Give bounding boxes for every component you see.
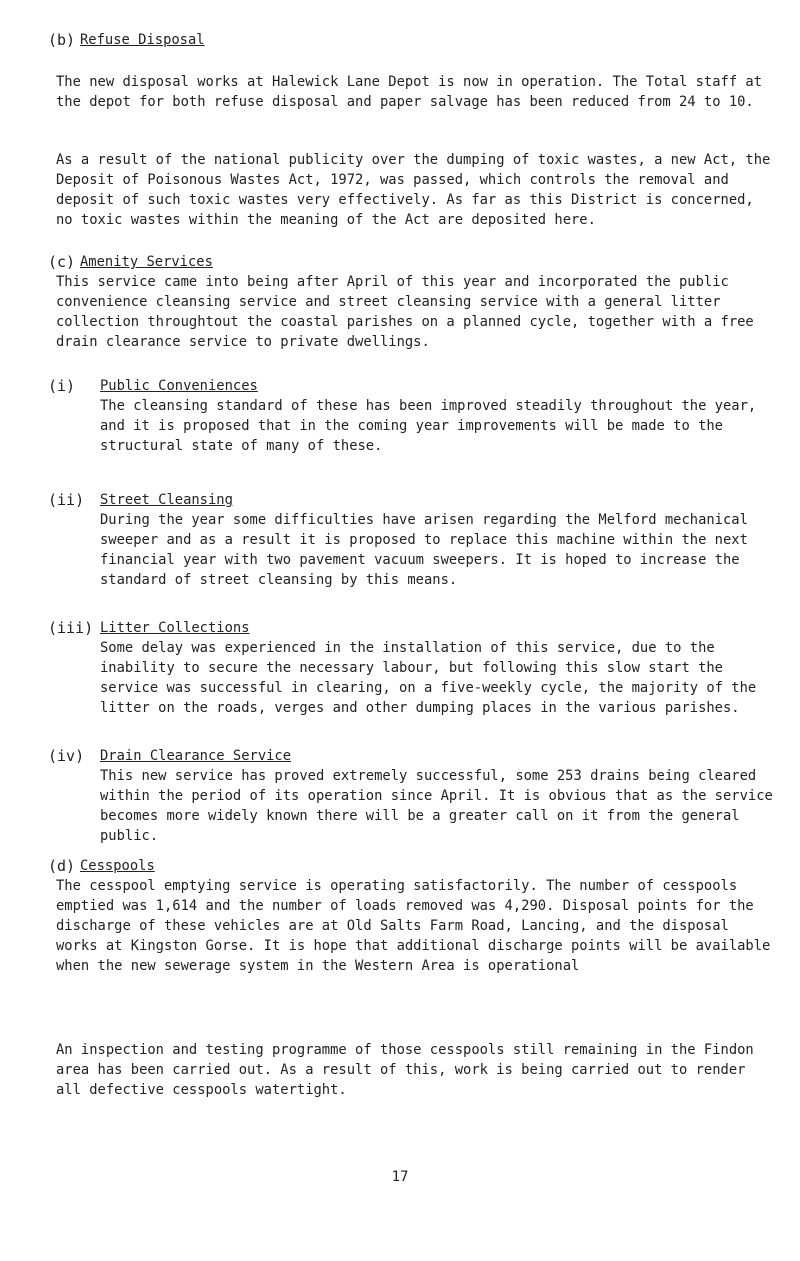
section-c-paragraph: This service came into being after April of this year and incorporated the public convenience cleansing service and street cleansing service with a general litter collection throughtout the coastal parishes on a planned cycle, together with a free drain clearance service to private dwellings. [56,274,754,350]
subsection-iv-paragraph: This new service has proved extremely successful, some 253 drains being cleared within the period of its operation since April. It is obvious that as the service becomes more widely known there will be a greater call on it from the general public. [100,768,773,844]
section-b-paragraph-2: As a result of the national publicity over the dumping of toxic wastes, a new Act, the Deposit of Poisonous Wastes Act, 1972, was passed, which controls the removal and deposit of such toxic wastes very effectively. As far as this District is concerned, no toxic wastes within the meaning of the Act are deposited here. [56,152,771,228]
section-d-paragraph-1: The cesspool emptying service is operating satisfactorily. The number of cesspools emptied was 1,614 and the number of loads removed was 4,290. Disposal points for the discharge of these vehicles are at Old Salts Farm Road, Lancing, and the disposal works at Kingston Gorse. It is hope that additional discharge points will be available when the new sewerage system in the Western Area is operational [56,878,771,974]
section-d-para-2-wrap [56,1040,776,1100]
section-b-marker: (b) [48,31,76,49]
section-c-marker: (c) [48,253,76,271]
subsection-iii-paragraph: Some delay was experienced in the installation of this service, due to the inability to secure the necessary labour, but following this slow start the service was successful in clearing, on a five-weekly cycle, the majority of the litter on the roads, verges and other dumping places in the various parishes. [100,640,757,716]
section-b-heading-wrap [80,30,800,50]
subsection-iv-heading: Drain Clearance Service [100,748,292,764]
subsection-ii-marker: (ii) [48,491,85,509]
subsection-iv-wrap [100,746,780,846]
section-c-para-wrap [56,272,776,352]
subsection-i-heading: Public Conveniences [100,378,258,394]
section-b-heading: Refuse Disposal [80,32,205,48]
section-b-paragraph-1: The new disposal works at Halewick Lane Depot is now in operation. The Total staff at the depot for both refuse disposal and paper salvage has been reduced from 24 to 10. [56,74,763,110]
page-number: 17 [391,1169,409,1185]
section-c-heading: Amenity Services [80,254,213,270]
subsection-iv-marker: (iv) [48,747,85,765]
section-d-para-1-wrap [56,876,776,976]
subsection-ii-wrap [100,490,780,590]
section-b-para-1-wrap [56,72,776,112]
section-d-marker: (d) [48,857,76,875]
subsection-ii-paragraph: During the year some difficulties have arisen regarding the Melford mechanical sweeper and as a result it is proposed to replace this machine within the next financial year with two pavement vacuum sweepers. It is hoped to increase the standard of street cleansing by this means. [100,512,748,588]
subsection-iii-heading: Litter Collections [100,620,250,636]
section-d-heading-wrap [80,856,800,876]
subsection-ii-heading: Street Cleansing [100,492,233,508]
subsection-i-marker: (i) [48,377,76,395]
section-d-heading: Cesspools [80,858,155,874]
subsection-i-wrap [100,376,780,456]
subsection-iii-marker: (iii) [48,619,94,637]
section-d-paragraph-2: An inspection and testing programme of those cesspools still remaining in the Findon area has been carried out. As a result of this, work is being carried out to render all defective cesspools watertight. [56,1042,754,1098]
subsection-i-paragraph: The cleansing standard of these has been improved steadily throughout the year, and it is proposed that in the coming year improvements will be made to the structural state of many of these. [100,398,757,454]
section-c-heading-wrap [80,252,800,272]
section-b-para-2-wrap [56,150,776,230]
subsection-iii-wrap [100,618,780,718]
